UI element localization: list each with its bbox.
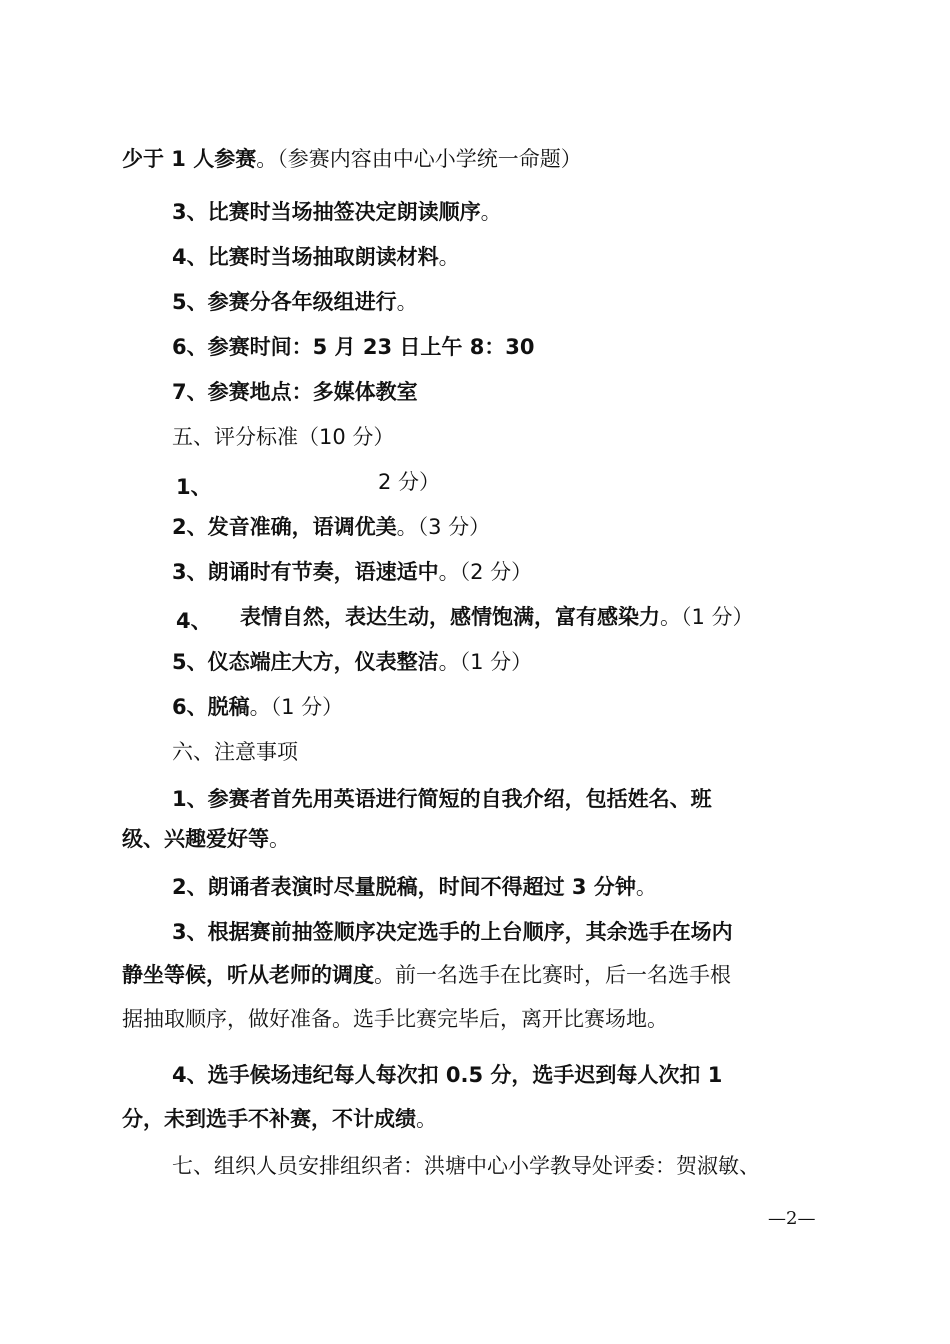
text-line: 1、参赛者首先用英语进行简短的自我介绍，包括姓名、班 — [172, 787, 712, 811]
section-heading: 六、注意事项 — [172, 740, 298, 764]
text-line: 5、参赛分各年级组进行。 — [172, 290, 418, 314]
text-line: 4、选手候场违纪每人每次扣 0.5 分，选手迟到每人次扣 1 — [172, 1063, 723, 1087]
text-line: 2、发音准确，语调优美。（3 分） — [172, 515, 491, 539]
text-line: 分，未到选手不补赛，不计成绩。 — [122, 1107, 437, 1131]
text-line: 4、比赛时当场抽取朗读材料。 — [172, 245, 460, 269]
text-line: 3、朗诵时有节奏，语速适中。（2 分） — [172, 560, 533, 584]
text-line: 3、比赛时当场抽签决定朗读顺序。 — [172, 200, 502, 224]
text-line: 表情自然，表达生动，感情饱满，富有感染力。（1 分） — [240, 605, 754, 629]
page-number: —2— — [768, 1208, 816, 1229]
text-line: 7、参赛地点：多媒体教室 — [172, 380, 418, 404]
text-line: 6、参赛时间：5 月 23 日上午 8：30 — [172, 335, 535, 359]
text-line: 2 分） — [378, 470, 441, 494]
text-line: 静坐等候，听从老师的调度。前一名选手在比赛时，后一名选手根 — [122, 963, 731, 987]
section-heading: 七、组织人员安排组织者：洪塘中心小学教导处评委：贺淑敏、 — [172, 1154, 760, 1178]
section-heading: 五、评分标准（10 分） — [172, 425, 395, 449]
text-line: 级、兴趣爱好等。 — [122, 827, 290, 851]
text-line: 1、 — [176, 475, 212, 499]
text-line: 5、仪态端庄大方，仪表整洁。（1 分） — [172, 650, 533, 674]
text-line: 6、脱稿。（1 分） — [172, 695, 344, 719]
text-line: 3、根据赛前抽签顺序决定选手的上台顺序，其余选手在场内 — [172, 920, 733, 944]
text-line: 4、 — [176, 609, 212, 633]
text-line: 据抽取顺序，做好准备。选手比赛完毕后，离开比赛场地。 — [122, 1007, 668, 1031]
text-line: 少于 1 人参赛。（参赛内容由中心小学统一命题） — [122, 147, 582, 171]
text-line: 2、朗诵者表演时尽量脱稿，时间不得超过 3 分钟。 — [172, 875, 657, 899]
